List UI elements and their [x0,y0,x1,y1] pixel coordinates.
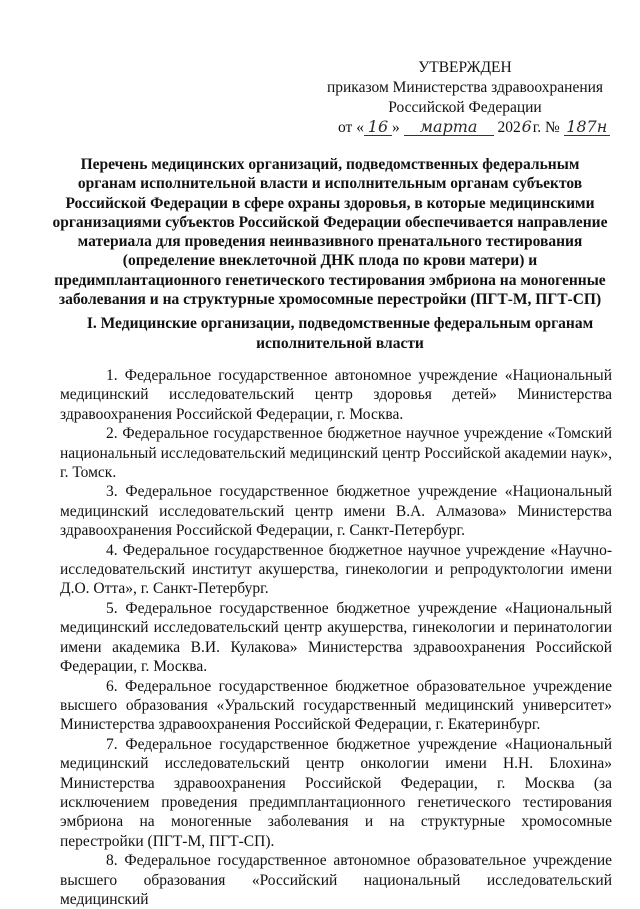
list-item: 1. Федеральное государственное автономное учреждение «Национальный медицинский исследовательский центр здоровья детей» Министерства здравоохранения Российской Федерации, г. Москва. [60,367,612,423]
list-item: 2. Федеральное государственное бюджетное научное учреждение «Томский национальный исследовательский медицинский центр Российской академии наук», г. Томск. [60,425,612,482]
list-item: 6. Федеральное государственное бюджетное образовательное учреждение высшего образования «Уральский государственный медицинский университет» Министерства здравоохранения Российской Федерации, г. Екатеринбург. [60,677,612,734]
list-item: 5. Федеральное государственное бюджетное учреждение «Национальный медицинский исследовательский центр акушерства, гинекологии и перинатологии имени академика В.И. Кулакова» Министерства здравоохранения Российской Федерации, г. Москва. [60,599,612,676]
approval-status: УТВЕРЖДЕН [418,59,512,76]
date-day: 16 [364,119,392,136]
section-title: I. Медицинские организации, подведомственные федеральным органам исполнительной власти [86,315,594,352]
date-month: марта [404,119,494,136]
approval-date-line [300,118,630,138]
date-suffix: г. № [532,119,560,136]
date-mid: » [391,119,400,136]
list-item: 7. Федеральное государственное бюджетное учреждение «Национальный медицинский исследовательский центр онкологии имени Н.Н. Блохина» Министерства здравоохранения Российской Федерации, г. Москва (за исключением проведения предимплантационного генетического тестирования эмбриона на моногенные заболевания и на структурные хромосомные перестройки (ПГТ-М, ПГТ-СП). [60,735,612,850]
list-item: 8. Федеральное государственное автономное образовательное учреждение высшего образования «Российский национальный исследовательский медицинский [60,852,612,908]
list-item: 4. Федеральное государственное бюджетное научное учреждение «Научно-исследовательский институт акушерства, гинекологии и репродуктологии имени Д.О. Отта», г. Санкт-Петербург. [60,541,612,598]
list-item: 3. Федеральное государственное бюджетное учреждение «Национальный медицинский исследовательский центр имени В.А. Алмазова» Министерства здравоохранения Российской Федерации, г. Санкт-Петербург. [60,483,612,540]
order-number: 187н [564,119,610,136]
document-title: Перечень медицинских организаций, подведомственных федеральным органам исполнительной власти и исполнительным органам субъектов Российской Федерации в сфере охраны здоровья, в которые медицинскими организациями субъектов Российской Федерации обеспечивается направление материала для проведения неинвазивного пренатального тестирования (определение внеклеточной ДНК плода по крови матери) и предимплантационного генетического тестирования эмбриона на моногенные заболевания и на структурные хромосомные перестройки (ПГТ-М, ПГТ-СП) [52,156,608,309]
date-year-prefix: 202 [497,119,521,136]
organization-list [60,366,612,909]
date-prefix: от « [338,119,364,136]
approval-order-line1: приказом Министерства здравоохранения [326,79,604,96]
approval-order-line2: Российской Федерации [388,99,542,116]
date-year-digit: 6 [521,117,532,136]
approval-stamp [300,58,630,138]
